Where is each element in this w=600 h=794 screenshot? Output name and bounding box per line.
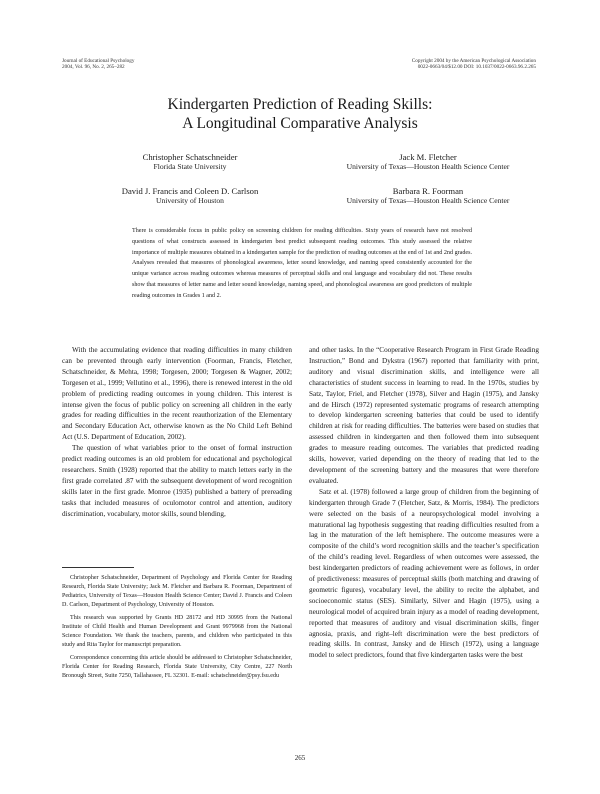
author-note-affiliations: Christopher Schatschneider, Department of Psychology and Florida Center for Reading Research, Florida State University; Jack M. Fletcher and Barbara R. Foorman, Department of Pediatrics, University of Texas—Houston Health Science Center; David J. Francis and Coleen D. Carlson, Department of Psychology, University of Houston.	[62, 575, 292, 608]
page-number: 265	[294, 754, 306, 762]
author-name: Barbara R. Foorman	[392, 186, 464, 196]
author-notes	[62, 574, 292, 685]
author-affiliation: Florida State University	[153, 162, 227, 172]
copyright-notice	[412, 58, 536, 71]
author-affiliation: University of Texas—Houston Health Science Center	[346, 162, 510, 172]
abstract: There is considerable focus in public policy on screening children for reading difficulties. Sixty years of research have not resolved questions of what constructs assessed in kindergarten best predict subsequent reading outcomes. This study assessed the relative importance of multiple measures obtained in a kindergarten sample for the prediction of reading outcomes at the end of 1st and 2nd grades. Analyses revealed that measures of phonological awareness, letter sound knowledge, and naming speed consistently accounted for the unique variance across reading outcomes whereas measures of perceptual skills and oral language and vocabulary did not. These results show that measures of letter name and letter sound knowledge, naming speed, and phonological awareness are good predictors of multiple reading outcomes in Grades 1 and 2.	[132, 228, 472, 299]
author-note-correspondence: Correspondence concerning this article should be addressed to Christopher Schatschneider, Florida Center for Reading Research, Florida State University, City Centre, 227 North Bronough Street, Suite 7250, Tallahassee, FL 32301. E-mail: schatschneider@psy.fsu.edu	[62, 655, 292, 679]
author-name: Jack M. Fletcher	[399, 152, 457, 162]
author-affiliation: University of Texas—Houston Health Science Center	[346, 196, 510, 206]
title-line-2: A Longitudinal Comparative Analysis	[182, 115, 418, 132]
copyright-line: Copyright 2004 by the American Psychological Association	[411, 58, 536, 64]
title-line-1: Kindergarten Prediction of Reading Skills:	[167, 96, 433, 113]
body-paragraph: The question of what variables prior to the onset of formal instruction predict reading outcomes is an old problem for educational and psychological researchers. Smith (1928) reported that the ability to match letters early in the first grade correlated .87 with the subsequent development of word recognition skills later in the first grade. Monroe (1935) published a battery of prereading tasks that included measures of oculomotor control and attention, auditory discrimination, vocabulary, motor skills, sound blending,	[62, 444, 292, 518]
body-paragraph: With the accumulating evidence that reading difficulties in many children can be prevented through early intervention (Foorman, Francis, Fletcher, Schatschneider, & Mehta, 1998; Torgesen, 2000; Torgesen & Wagner, 2002; Torgesen et al., 1999; Vellutino et al., 1996), there is renewed interest in the old problem of predicting reading outcomes in young children. This interest is intense given the focus of public policy on screening all children in the early grades for reading difficulties in the recent reauthorization of the Elementary and Secondary Education Act, otherwise known as the No Child Left Behind Act (U.S. Department of Education, 2002).	[62, 346, 292, 442]
body-column-right	[309, 345, 539, 661]
journal-citation	[62, 58, 134, 71]
footnote-divider	[62, 567, 134, 568]
author-name: Christopher Schatschneider	[142, 152, 238, 162]
author-note-funding: This research was supported by Grants HD 28172 and HD 30995 from the National Institute of Child Health and Human Development and Grant 9979968 from the National Science Foundation. We thank the teachers, parents, and children who participated in this study and Rita Taylor for manuscript preparation.	[62, 615, 292, 648]
author-block	[318, 186, 538, 207]
article-title	[0, 95, 600, 133]
author-block	[90, 186, 290, 207]
author-name: David J. Francis and Coleen D. Carlson	[121, 186, 259, 196]
author-block	[318, 152, 538, 173]
body-paragraph: Satz et al. (1978) followed a large group of children from the beginning of kindergarten through Grade 7 (Fletcher, Satz, & Morris, 1984). The predictors were selected on the basis of a neuropsychological model involving a maturational lag hypothesis suggesting that reading difficulties resulted from a lag in the maturation of the left hemisphere. The outcome measures were a composite of the child’s word recognition skills and the teacher’s specification of the child’s reading level. Regardless of when outcomes were assessed, the best kindergarten predictors of reading achievement were as follows, in order of predictiveness: measures of perceptual skills (both matching and drawing of geometric figures), vocabulary level, the ability to recite the alphabet, and socioeconomic status (SES). Similarly, Silver and Hagin (1975), using a neurological model of acquired brain injury as a model of reading development, reported that measures of auditory and visual discrimination skills, finger agnosia, praxis, and right–left discrimination were the best predictors of reading skills. In contrast, Jansky and de Hirsch (1972), using a language model to select predictors, found that five kindergarten tasks were the best	[309, 487, 539, 660]
body-column-left	[62, 345, 292, 520]
journal-volume: 2004, Vol. 96, No. 2, 265–282	[62, 64, 125, 71]
body-paragraph: and other tasks. In the “Cooperative Research Program in First Grade Reading Instruction,” Bond and Dykstra (1967) reported that familiarity with print, auditory and visual discrimination skills, and intelligence were all characteristics of student success in learning to read. In the 1970s, studies by Satz, Taylor, Friel, and Fletcher (1978), Silver and Hagin (1975), and Jansky and de Hirsch (1972) represented systematic programs of research attempting to develop kindergarten screening batteries that could be used to identify children at risk for reading difficulties. The batteries were based on studies that assessed children in kindergarten and then followed them into subsequent grades to measure reading outcomes. The variables that predicted reading skills, however, varied depending on the theory of reading that led to the development of the screening battery and the measures that were therefore evaluated.	[309, 346, 539, 485]
author-block	[110, 152, 270, 173]
doi-line: 0022-0663/04/$12.00 DOI: 10.1037/0022-0663.96.2.265	[417, 64, 536, 71]
journal-name: Journal of Educational Psychology	[62, 58, 135, 64]
author-affiliation: University of Houston	[156, 196, 224, 206]
